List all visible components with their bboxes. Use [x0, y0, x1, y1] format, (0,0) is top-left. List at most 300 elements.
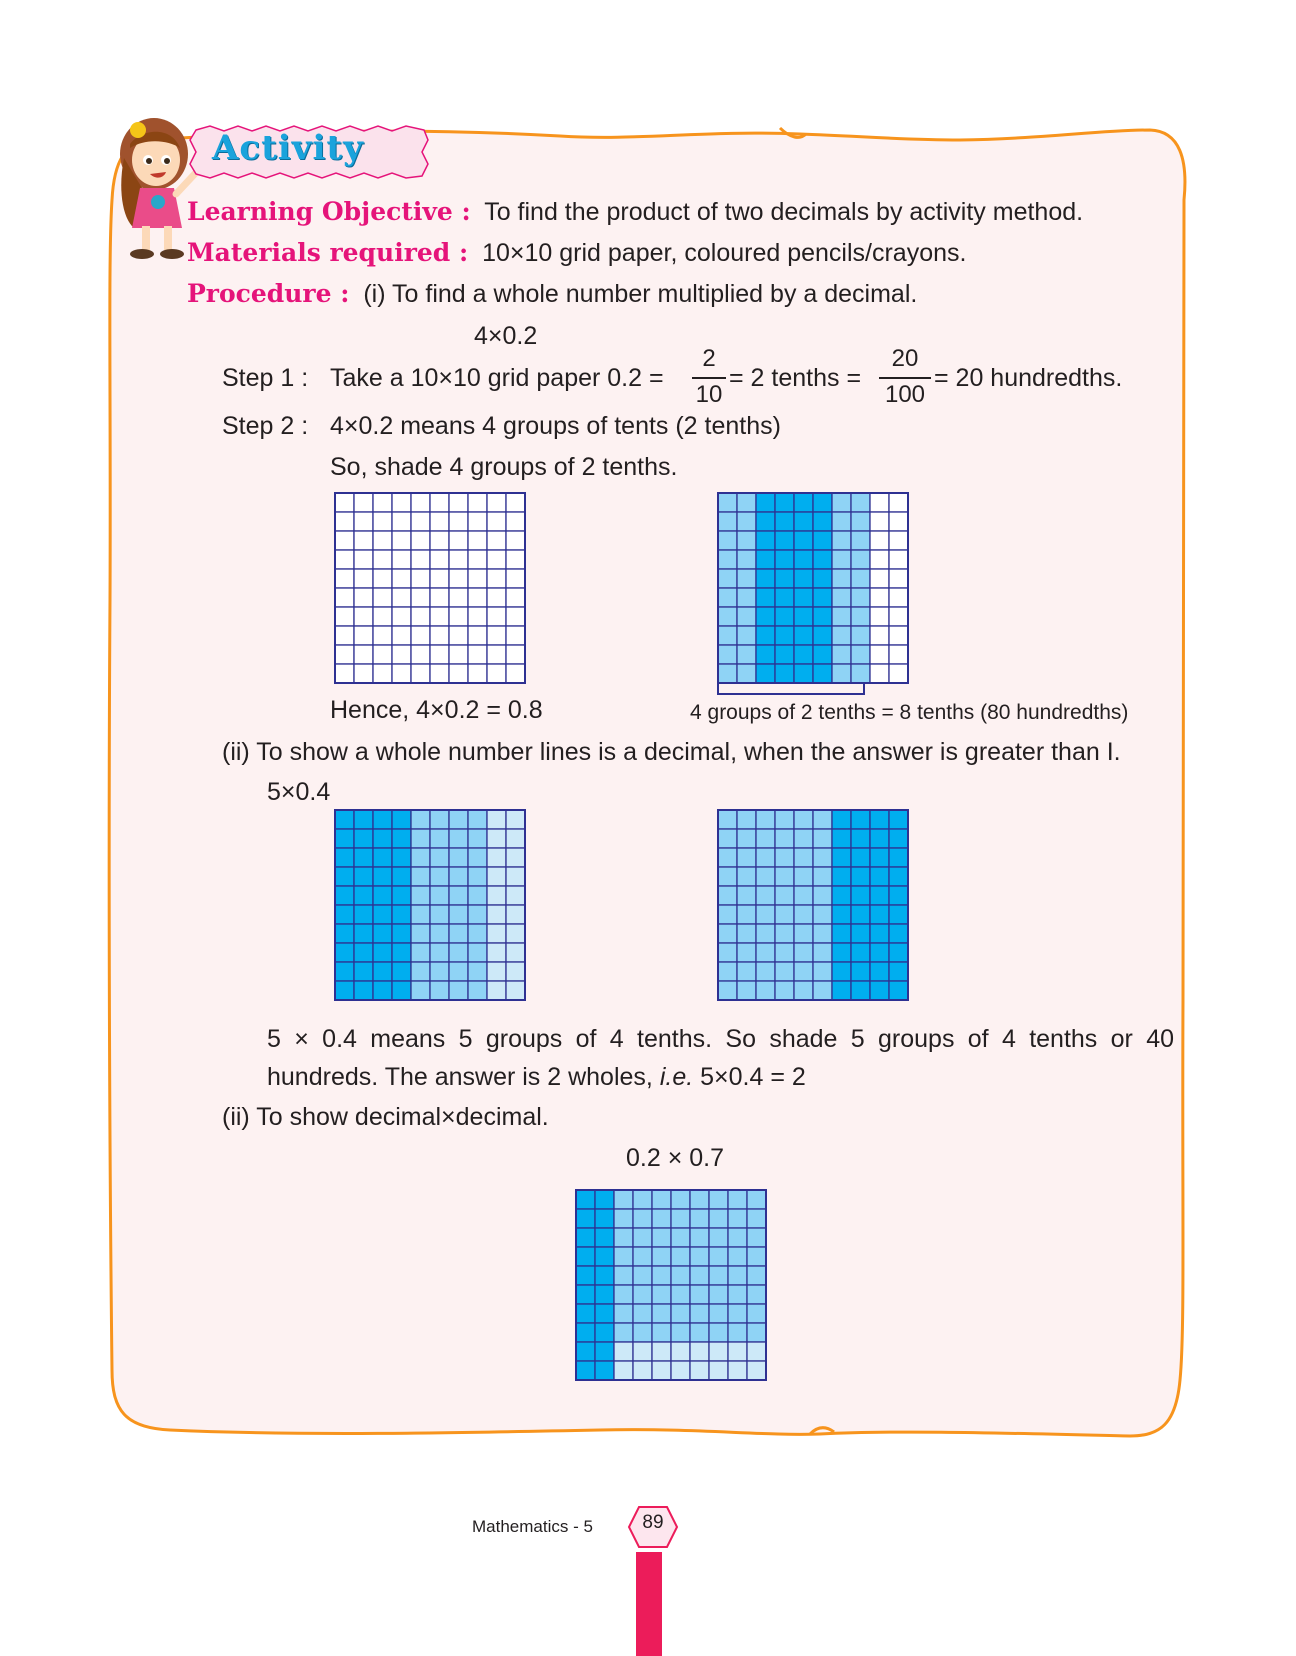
grid-cell: [449, 829, 468, 848]
grid-cell: [335, 981, 354, 1000]
grid-cell: [506, 512, 525, 531]
grid-cell: [832, 569, 851, 588]
grid-cell: [737, 645, 756, 664]
grid-cell: [775, 962, 794, 981]
grid-cell: [756, 569, 775, 588]
grid-cell: [449, 512, 468, 531]
grid-cell: [487, 569, 506, 588]
grid-cell: [468, 829, 487, 848]
grid-cell: [373, 645, 392, 664]
grid-cell: [832, 626, 851, 645]
grid-cell: [832, 531, 851, 550]
grid-cell: [468, 645, 487, 664]
grid-cell: [756, 943, 775, 962]
grid-cell: [487, 962, 506, 981]
grid-cell: [813, 607, 832, 626]
page-number: 89: [642, 1512, 664, 1533]
grid-cell: [794, 588, 813, 607]
grid-cell: [506, 569, 525, 588]
grid-cell: [373, 943, 392, 962]
grid-cell: [392, 924, 411, 943]
grid-cell: [595, 1323, 614, 1342]
grid-cell: [449, 626, 468, 645]
grid-cell: [728, 1361, 747, 1380]
grid-cell: [576, 1228, 595, 1247]
grid-cell: [870, 664, 889, 683]
grid-cell: [652, 1342, 671, 1361]
grid-cell: [671, 1209, 690, 1228]
grid-cell: [832, 645, 851, 664]
grid-cell: [870, 867, 889, 886]
grid-cell: [449, 848, 468, 867]
grid-cell: [851, 550, 870, 569]
grid-cell: [775, 607, 794, 626]
grid-cell: [813, 905, 832, 924]
grid-cell: [709, 1285, 728, 1304]
grid-cell: [775, 664, 794, 683]
grid-cell: [737, 962, 756, 981]
grid-cell: [468, 626, 487, 645]
grid-caption: 4 groups of 2 tenths = 8 tenths (80 hundredths): [690, 701, 1129, 724]
grid-cell: [889, 924, 908, 943]
grid-cell: [851, 531, 870, 550]
grid-cell: [756, 848, 775, 867]
grid-cell: [392, 493, 411, 512]
grid-cell: [718, 924, 737, 943]
grid-cell: [430, 550, 449, 569]
grid-cell: [392, 848, 411, 867]
grid-cell: [813, 848, 832, 867]
grid-cell: [870, 810, 889, 829]
grid-cell: [889, 810, 908, 829]
procedure-text: (i) To find a whole number multiplied by a decimal.: [363, 280, 918, 308]
grid-cell: [851, 588, 870, 607]
grid-cell: [595, 1342, 614, 1361]
grid-cell: [794, 645, 813, 664]
grid-cell: [468, 905, 487, 924]
grid-cell: [595, 1285, 614, 1304]
grid-cell: [449, 493, 468, 512]
grid-cell: [671, 1304, 690, 1323]
grid-cell: [851, 905, 870, 924]
grid-empty: [334, 492, 527, 685]
grid-cell: [747, 1190, 766, 1209]
grid-cell: [794, 943, 813, 962]
grid-cell: [335, 569, 354, 588]
grid-cell: [756, 810, 775, 829]
grid-cell: [335, 829, 354, 848]
grid-cell: [813, 512, 832, 531]
grid-cell: [794, 886, 813, 905]
grid-cell: [737, 588, 756, 607]
grid-cell: [671, 1228, 690, 1247]
grid-cell: [794, 626, 813, 645]
grid-cell: [373, 664, 392, 683]
grid-cell: [449, 607, 468, 626]
grid-cell: [832, 924, 851, 943]
grid-cell: [709, 1228, 728, 1247]
grid-cell: [690, 1190, 709, 1209]
grid-cell: [756, 962, 775, 981]
grid-cell: [889, 981, 908, 1000]
grid-cell: [468, 569, 487, 588]
grid-cell: [756, 981, 775, 1000]
grid-cell: [430, 531, 449, 550]
grid-cell: [633, 1247, 652, 1266]
grid-cell: [728, 1342, 747, 1361]
grid-cell: [354, 886, 373, 905]
grid-cell: [487, 493, 506, 512]
grid-cell: [775, 981, 794, 1000]
grid-cell: [775, 943, 794, 962]
grid-cell: [373, 512, 392, 531]
grid-cell: [335, 550, 354, 569]
materials-label: Materials required :: [187, 238, 469, 267]
grid-cell: [775, 588, 794, 607]
grid-cell: [335, 588, 354, 607]
grid-cell: [354, 829, 373, 848]
grid-cell: [487, 886, 506, 905]
grid-cell: [430, 981, 449, 1000]
grid-cell: [652, 1304, 671, 1323]
grid-cell: [775, 512, 794, 531]
grid-cell: [373, 810, 392, 829]
grid-cell: [373, 848, 392, 867]
grid-cell: [354, 943, 373, 962]
grid-cell: [813, 645, 832, 664]
grid-cell: [506, 645, 525, 664]
grid-cell: [775, 886, 794, 905]
grid-cell: [794, 810, 813, 829]
grid-cell: [889, 588, 908, 607]
grid-cell: [737, 924, 756, 943]
page-tab-bar: [636, 1552, 662, 1656]
grid-cell: [373, 550, 392, 569]
grid-cell: [756, 924, 775, 943]
grid-cell: [709, 1190, 728, 1209]
grid-cell: [832, 512, 851, 531]
grid-cell: [709, 1247, 728, 1266]
grid-cell: [813, 943, 832, 962]
grid-cell: [430, 962, 449, 981]
grid-cell: [373, 531, 392, 550]
step1-text-b: = 2 tenths =: [729, 364, 862, 392]
grid-cell: [794, 493, 813, 512]
grid-cell: [373, 829, 392, 848]
grid-cell: [373, 569, 392, 588]
grid-cell: [775, 829, 794, 848]
grid-cell: [728, 1209, 747, 1228]
grid-cell: [737, 886, 756, 905]
grid-cell: [728, 1304, 747, 1323]
grid-cell: [718, 512, 737, 531]
grid-cell: [468, 493, 487, 512]
grid-cell: [756, 550, 775, 569]
grid-cell: [633, 1266, 652, 1285]
grid-cell: [449, 886, 468, 905]
grid-cell: [813, 981, 832, 1000]
grid-cell: [851, 981, 870, 1000]
grid-cell: [430, 645, 449, 664]
grid-cell: [354, 493, 373, 512]
grid-cell: [449, 943, 468, 962]
grid-cell: [354, 512, 373, 531]
grid-cell: [832, 810, 851, 829]
grid-cell: [813, 493, 832, 512]
grid-cell: [851, 848, 870, 867]
grid-cell: [411, 588, 430, 607]
grid-cell: [506, 531, 525, 550]
grid-cell: [576, 1209, 595, 1228]
grid-cell: [506, 981, 525, 1000]
grid-cell: [430, 943, 449, 962]
grid-cell: [747, 1228, 766, 1247]
grid-cell: [506, 848, 525, 867]
grid-cell: [430, 569, 449, 588]
grid-cell: [392, 645, 411, 664]
grid-cell: [794, 531, 813, 550]
grid-cell: [832, 493, 851, 512]
grid-cell: [737, 829, 756, 848]
grid-cell: [794, 848, 813, 867]
grid-cell: [411, 664, 430, 683]
grid-cell: [430, 867, 449, 886]
grid-cell: [392, 550, 411, 569]
grid-cell: [775, 810, 794, 829]
step1-text-c: = 20 hundredths.: [934, 364, 1123, 392]
grid-cell: [430, 493, 449, 512]
grid-cell: [870, 626, 889, 645]
grid-cell: [392, 810, 411, 829]
grid-cell: [851, 664, 870, 683]
grid-cell: [506, 943, 525, 962]
grid-cell: [335, 848, 354, 867]
grid-cell: [468, 886, 487, 905]
grid-cell: [468, 943, 487, 962]
grid-cell: [392, 886, 411, 905]
grid-cell: [728, 1285, 747, 1304]
grid-cell: [392, 512, 411, 531]
grid-cell: [718, 829, 737, 848]
grid-cell: [889, 550, 908, 569]
grid-cell: [718, 962, 737, 981]
objective-label: Learning Objective :: [187, 197, 471, 226]
grid-cell: [756, 829, 775, 848]
grid-cell: [671, 1285, 690, 1304]
grid-cell: [506, 493, 525, 512]
grid-cell: [851, 569, 870, 588]
grid-cell: [354, 588, 373, 607]
grid-cell: [335, 924, 354, 943]
grid-cell: [889, 512, 908, 531]
grid-cell: [468, 810, 487, 829]
part3-heading: (ii) To show decimal×decimal.: [222, 1103, 549, 1131]
grid-cell: [411, 829, 430, 848]
grid-cell: [449, 531, 468, 550]
grid-cell: [354, 924, 373, 943]
grid-cell: [652, 1266, 671, 1285]
grid-cell: [889, 867, 908, 886]
grid-cell: [690, 1342, 709, 1361]
grid-cell: [709, 1209, 728, 1228]
grid-cell: [747, 1342, 766, 1361]
grid-cell: [392, 867, 411, 886]
grid-cell: [411, 810, 430, 829]
grid-cell: [652, 1247, 671, 1266]
grid-cell: [870, 493, 889, 512]
fraction-2-10: [692, 345, 726, 407]
grid-cell: [756, 645, 775, 664]
grid-cell: [487, 550, 506, 569]
materials-line: [187, 238, 966, 268]
grid-cell: [468, 512, 487, 531]
grid-cell: [487, 626, 506, 645]
grid-cell: [794, 607, 813, 626]
grid-cell: [889, 886, 908, 905]
grid-cell: [889, 493, 908, 512]
grid-cell: [690, 1285, 709, 1304]
grid-cell: [506, 962, 525, 981]
grid-cell: [430, 512, 449, 531]
grid-cell: [392, 664, 411, 683]
grid-cell: [373, 981, 392, 1000]
grid-cell: [870, 531, 889, 550]
grid-cell: [468, 531, 487, 550]
footer-book: Mathematics - 5: [472, 1517, 593, 1536]
grid-cell: [870, 645, 889, 664]
grid-cell: [335, 664, 354, 683]
grid-cell: [506, 607, 525, 626]
grid-cell: [690, 1228, 709, 1247]
grid-cell: [870, 607, 889, 626]
grid-cell: [728, 1247, 747, 1266]
grid-cell: [354, 626, 373, 645]
grid-cell: [614, 1209, 633, 1228]
grid-cell: [756, 664, 775, 683]
grid-cell: [392, 626, 411, 645]
grid-cell: [449, 645, 468, 664]
grid-cell: [392, 829, 411, 848]
grid-cell: [747, 1266, 766, 1285]
grid-cell: [373, 924, 392, 943]
fraction-denominator: 10: [695, 381, 723, 408]
grid-cell: [851, 512, 870, 531]
grid-cell: [794, 664, 813, 683]
grid-cell: [392, 607, 411, 626]
grid-cell: [614, 1342, 633, 1361]
grid-cell: [576, 1342, 595, 1361]
grid-cell: [728, 1190, 747, 1209]
grid-cell: [354, 550, 373, 569]
grid-cell: [813, 829, 832, 848]
grid-cell: [335, 962, 354, 981]
grid-cell: [392, 962, 411, 981]
grid-cell: [718, 664, 737, 683]
grid-cell: [335, 905, 354, 924]
step2-text: 4×0.2 means 4 groups of tents (2 tenths): [330, 412, 781, 440]
group-bracket: [716, 684, 866, 698]
grid-cell: [614, 1247, 633, 1266]
grid-cell: [487, 867, 506, 886]
grid-cell: [411, 905, 430, 924]
grid-cell: [411, 886, 430, 905]
grid-cell: [335, 493, 354, 512]
grid-cell: [870, 550, 889, 569]
grid-cell: [487, 981, 506, 1000]
grid-cell: [775, 626, 794, 645]
grid-cell: [633, 1323, 652, 1342]
grid-5x04-b: [717, 809, 910, 1002]
grid-cell: [392, 981, 411, 1000]
grid-cell: [373, 626, 392, 645]
part2-heading: (ii) To show a whole number lines is a decimal, when the answer is greater than I.: [222, 738, 1121, 766]
grid-cell: [775, 848, 794, 867]
grid-cell: [889, 943, 908, 962]
grid-cell: [576, 1285, 595, 1304]
grid-cell: [487, 607, 506, 626]
grid-cell: [506, 867, 525, 886]
grid-cell: [411, 924, 430, 943]
grid-cell: [354, 905, 373, 924]
grid-cell: [411, 626, 430, 645]
grid-cell: [756, 626, 775, 645]
grid-cell: [335, 607, 354, 626]
grid-cell: [430, 810, 449, 829]
grid-cell: [652, 1285, 671, 1304]
grid-cell: [775, 924, 794, 943]
grid-cell: [747, 1361, 766, 1380]
grid-cell: [737, 531, 756, 550]
fraction-denominator: 100: [884, 381, 926, 408]
grid-cell: [430, 924, 449, 943]
part1-expression: 4×0.2: [474, 322, 538, 350]
objective-line: [187, 197, 1083, 227]
grid-cell: [411, 962, 430, 981]
grid-cell: [671, 1247, 690, 1266]
grid-cell: [737, 512, 756, 531]
grid-cell: [335, 867, 354, 886]
grid-cell: [718, 810, 737, 829]
grid-cell: [832, 829, 851, 848]
grid-cell: [449, 867, 468, 886]
grid-cell: [411, 645, 430, 664]
grid-cell: [851, 493, 870, 512]
grid-cell: [354, 867, 373, 886]
grid-cell: [832, 905, 851, 924]
grid-cell: [506, 886, 525, 905]
grid-cell: [718, 867, 737, 886]
grid-cell: [737, 550, 756, 569]
grid-cell: [633, 1228, 652, 1247]
grid-cell: [775, 493, 794, 512]
grid-cell: [870, 943, 889, 962]
grid-cell: [449, 962, 468, 981]
grid-cell: [506, 924, 525, 943]
grid-cell: [794, 924, 813, 943]
grid-cell: [889, 664, 908, 683]
grid-cell: [595, 1361, 614, 1380]
grid-cell: [595, 1266, 614, 1285]
grid-cell: [728, 1323, 747, 1342]
grid-cell: [832, 588, 851, 607]
grid-cell: [832, 981, 851, 1000]
grid-cell: [595, 1304, 614, 1323]
grid-cell: [373, 962, 392, 981]
grid-cell: [411, 512, 430, 531]
grid-cell: [652, 1209, 671, 1228]
step1-label: Step 1 :: [222, 364, 309, 392]
grid-cell: [487, 512, 506, 531]
